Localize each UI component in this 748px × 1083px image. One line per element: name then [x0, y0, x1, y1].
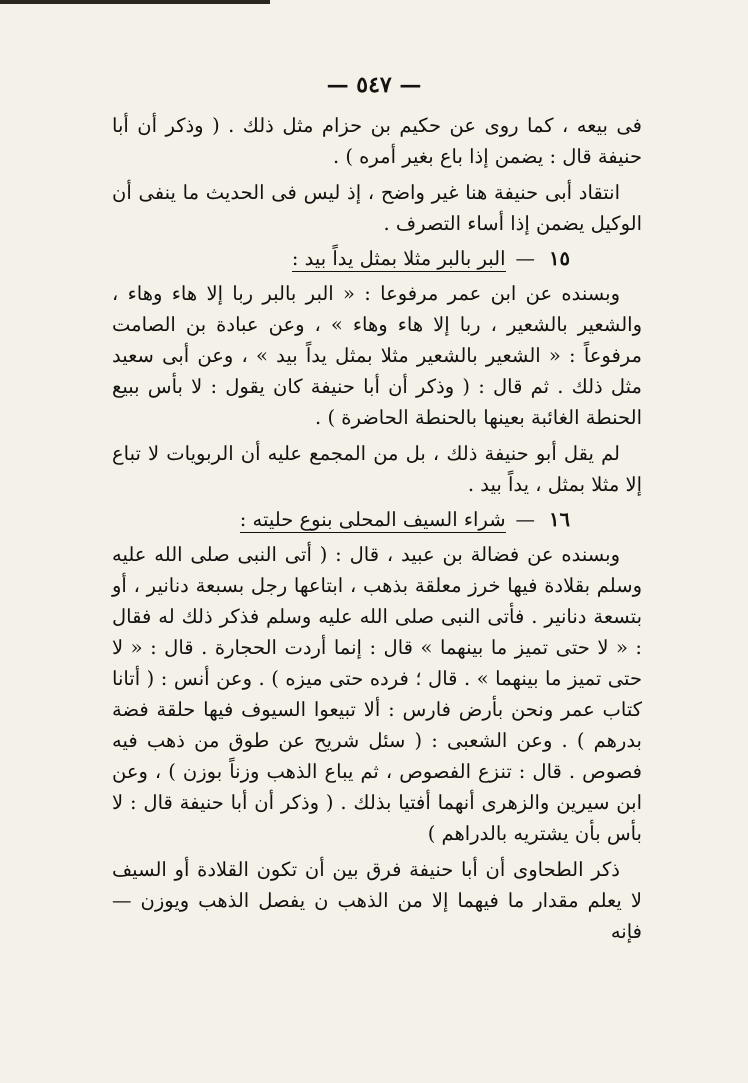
page-number: — ٥٤٧ — — [326, 72, 422, 98]
section-number: ١٥ — [549, 247, 570, 270]
section-dash: — — [515, 508, 536, 531]
top-rule — [0, 0, 270, 4]
paragraph: وبسنده عن ابن عمر مرفوعا : « البر بالبر ربا إلا هاء وهاء ، والشعير بالشعير ، ربا إلا هاء وهاء » ، وعن عبادة بن الصامت مرفوعاً : « الشعير بالشعير مثلا بمثل يداً بيد » ، وعن أبى سعيد مثل ذلك . ثم قال : ( وذكر أن أبا حنيفة كان يقول : لا بأس ببيع الحنطة الغائبة بعينها بالحنطة الحاضرة ) . — [112, 282, 642, 429]
section-title: البر بالبر مثلا بمثل يداً بيد : — [291, 247, 506, 270]
section-number: ١٦ — [549, 508, 570, 531]
page-body — [112, 110, 642, 1050]
section-heading — [112, 243, 642, 274]
section-title: شراء السيف المحلى بنوع حليته : — [239, 508, 506, 531]
paragraph: انتقاد أبى حنيفة هنا غير واضح ، إذ ليس فى الحديث ما ينفى أن الوكيل يضمن إذا أساء التصرف . — [112, 181, 642, 235]
section-heading — [112, 504, 642, 535]
paragraph: وبسنده عن فضالة بن عبيد ، قال : ( أتى النبى صلى الله عليه وسلم بقلادة فيها خرز معلقة بذهب ، ابتاعها رجل بسبعة دنانير ، أو بتسعة دنانير . فأتى النبى صلى الله عليه وسلم فذكر ذلك له فقال : « لا حتى تميز ما بينهما » قال : إنما أردت الحجارة . قال : « لا حتى تميز ما بينهما » . قال ؛ فرده حتى ميزه ) . وعن أنس : ( أتانا كتاب عمر ونحن بأرض فارس : ألا تبيعوا السيوف فيها حلقة فضة بدرهم ) . وعن الشعبى : ( سئل شريح عن طوق من ذهب فيه فصوص . قال : تنزع الفصوص ، ثم يباع الذهب وزناً بوزن ) ، وعن ابن سيرين والزهرى أنهما أفتيا بذلك . ( وذكر أن أبا حنيفة قال : لا بأس بأن يشتريه بالدراهم ) — [112, 543, 642, 845]
section-dash: — — [515, 247, 536, 270]
paragraph: فى بيعه ، كما روى عن حكيم بن حزام مثل ذلك . ( وذكر أن أبا حنيفة قال : يضمن إذا باع بغير أمره ) . — [112, 114, 642, 168]
paragraph: لم يقل أبو حنيفة ذلك ، بل من المجمع عليه أن الربويات لا تباع إلا مثلا بمثل ، يداً بيد . — [112, 442, 642, 496]
paragraph: ذكر الطحاوى أن أبا حنيفة فرق بين أن تكون القلادة أو السيف لا يعلم مقدار ما فيهما إلا من الذهب ن يفصل الذهب ويوزن — فإنه — [112, 858, 642, 943]
